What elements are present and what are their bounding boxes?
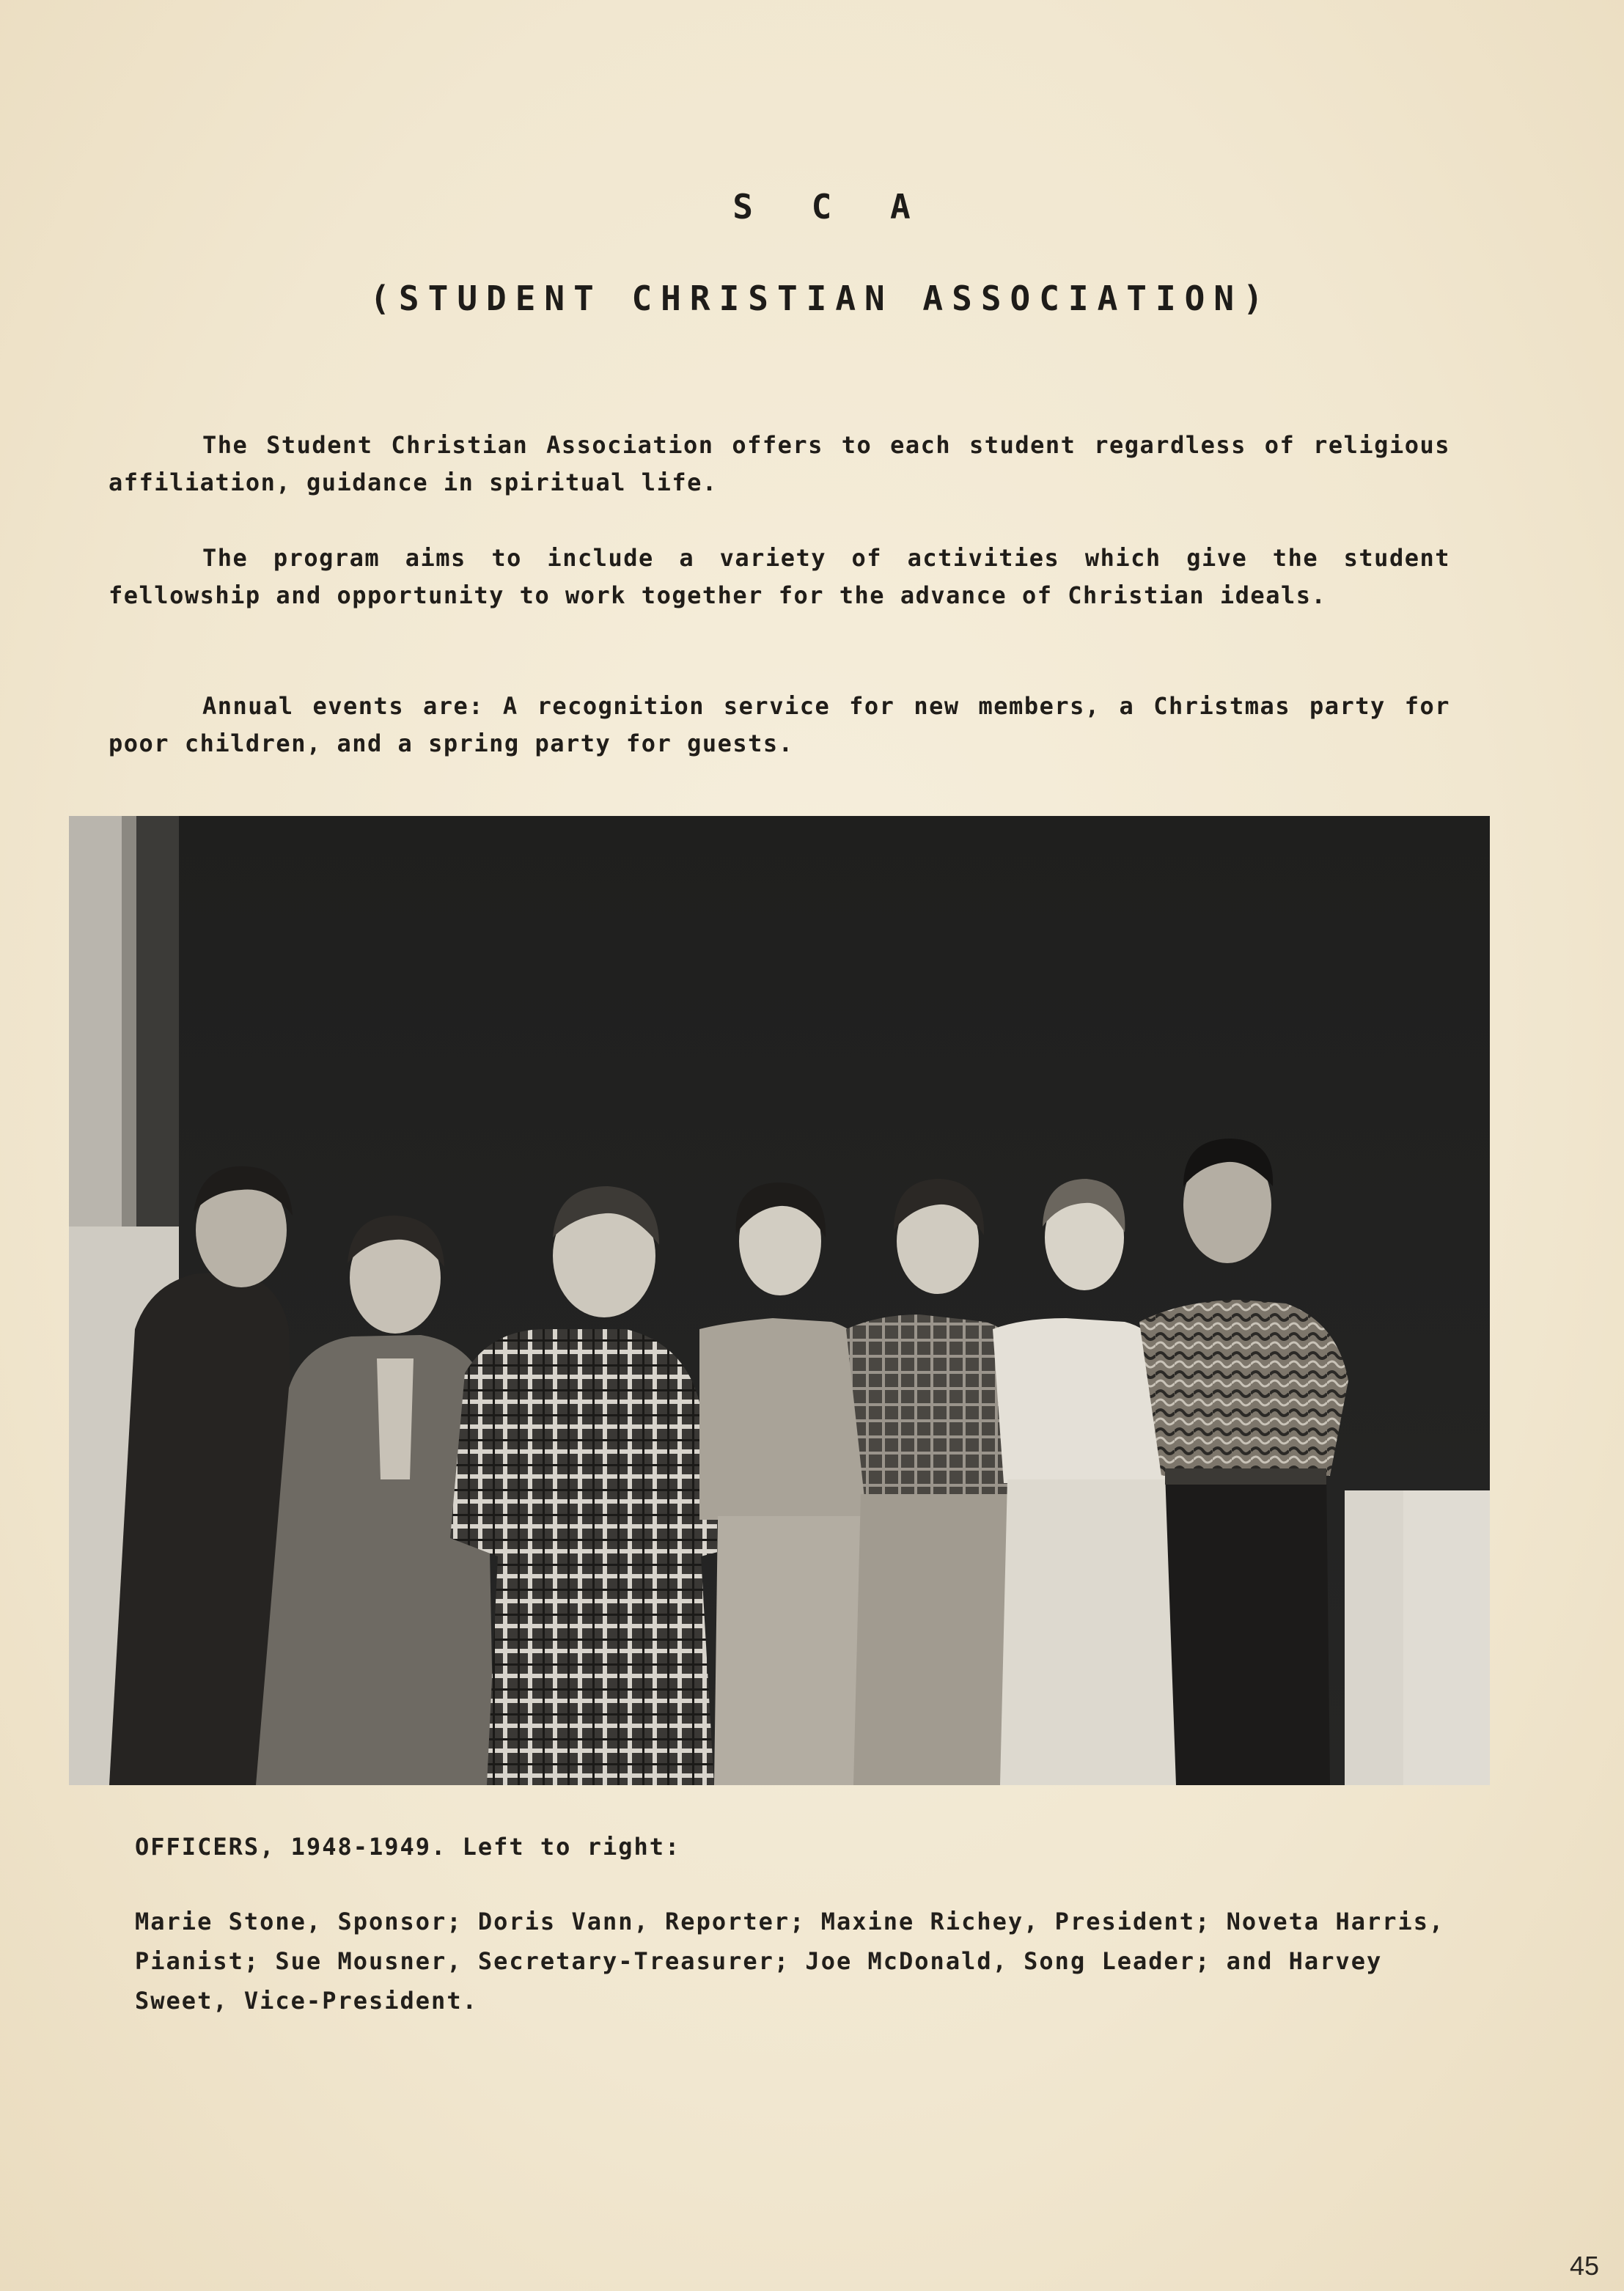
- page-heading-acronym: S C A: [732, 187, 930, 227]
- group-photo-icon: [69, 816, 1490, 1785]
- paragraph-annual-events: Annual events are: A recognition service for new members, a Christmas party for poor children, and a spring party for guests.: [109, 692, 1450, 757]
- photo-caption-title: OFFICERS, 1948-1949. Left to right:: [135, 1833, 681, 1861]
- page-number: 45: [1569, 2251, 1599, 2281]
- paragraph-program: The program aims to include a variety of activities which give the student fellowship and opportunity to work together for the advance of Christian ideals.: [109, 544, 1450, 609]
- photo-caption-names: Marie Stone, Sponsor; Doris Vann, Reporter; Maxine Richey, President; Noveta Harris, Pianist; Sue Mousner, Secretary-Treasurer; Joe McDonald, Song Leader; and Harvey Sweet, Vice-President.: [135, 1908, 1445, 2015]
- paragraph-intro: The Student Christian Association offers to each student regardless of religious affiliation, guidance in spiritual life.: [109, 431, 1450, 496]
- page-heading-full-name: (STUDENT CHRISTIAN ASSOCIATION): [370, 279, 1272, 318]
- officers-group-photo: [69, 816, 1490, 1785]
